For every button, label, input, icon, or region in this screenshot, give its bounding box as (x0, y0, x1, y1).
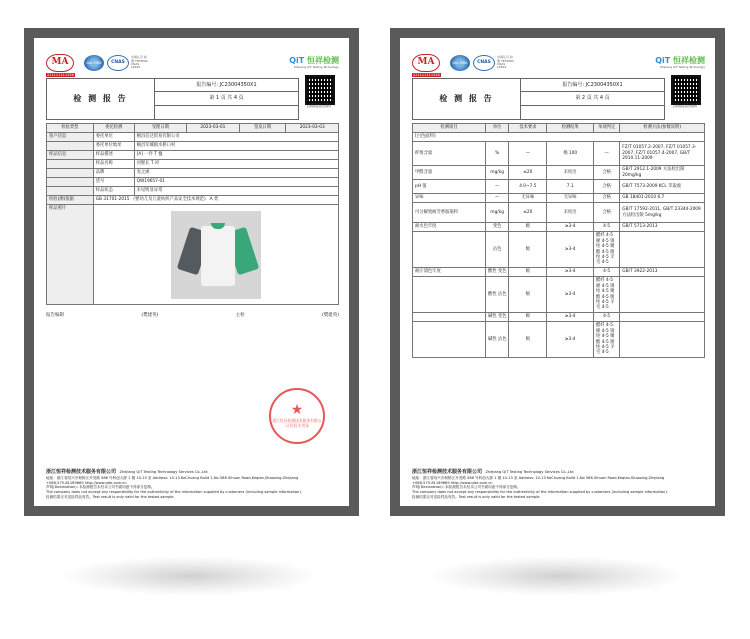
cma-logo: MA (412, 54, 440, 72)
footer-declaration-cn: 声明(Declaration): 本检测报告未经本公司书面同意不得部分复制。 (412, 485, 521, 490)
inspector-label: 主检 (235, 313, 245, 318)
right-report-frame (390, 28, 725, 516)
footer-company-cn: 浙江恒祥检测技术服务有限公司 (46, 469, 117, 476)
header-blank (155, 106, 298, 119)
logo-bar (412, 52, 705, 74)
report-page-2 (400, 38, 715, 506)
brand-sub: Zhejiang QiT Testing Technology (293, 65, 339, 70)
header-blank (521, 106, 664, 119)
footer-company-en: ZheJiang QiT Testing Technology Services Co.,Ltd (119, 470, 208, 475)
table-row: 品牌 宠之涵 (47, 169, 339, 178)
table-row: 异味 — 无异味 无异味 合格 GB 18401-2010 6.7 (413, 194, 705, 203)
footer-address: 地址：浙江省绍兴市柯桥区开发路 586 号科创大厦 1 楼 10-13 室 Address: 10-13 KeChuang Build 1,No 586 Xihuan Road,Keqiao,Shaoxing,Zhejiang (412, 475, 665, 480)
footer-company-cn: 浙江恒祥检测技术服务有限公司 (412, 469, 483, 476)
report-page-1 (34, 38, 349, 506)
cma-logo: MA (46, 54, 74, 72)
table-row: 酸性 沾色 级 ≥3-4 醋纤 4-5 棉 4-5 锦纶 4-5 聚酯 4-5 腈纶 4-5 羊毛 4-5 (413, 277, 705, 313)
stamp-text: 浙江恒祥检测技术服务有限公司 检验专用章 (272, 418, 322, 428)
table-row: 检验(测)依据 GB 31701-2015 《婴幼儿及儿童纺织产品安全技术规范》 A 类 (47, 196, 339, 205)
qr-code (305, 75, 335, 105)
table-row: 样品信息 样品描述 [A] 一件 T 恤 (47, 151, 339, 160)
brand-logo (289, 56, 339, 69)
cnas-logo: CNAS (473, 55, 495, 71)
report-footer (46, 469, 339, 500)
report-title: 检 测 报 告 (47, 79, 155, 119)
table-row: 货号 QW19657-01 (47, 178, 339, 187)
footer-declaration-en: The company does not accept any responsibility for the authenticity of the information supplied by customers (including sample information). (412, 490, 668, 495)
table-row: 碱性 沾色 级 ≥3-4 醋纤 4-5 棉 4-5 锦纶 4-5 聚酯 4-5 腈纶 4-5 羊毛 4-5 (413, 322, 705, 358)
report-header (46, 78, 299, 120)
left-report-frame (24, 28, 359, 516)
table-row: 碱性 变色 级 ≥3-4 4-5 (413, 313, 705, 322)
qr-label: 扫码验证报告真伪 (672, 104, 697, 108)
table-row: 客户信息 委托单位 桐昌信达贸易有限公司 (47, 133, 339, 142)
footer-declaration-cn: 声明(Declaration): 本检测报告未经本公司书面同意不得部分复制。 (46, 485, 155, 490)
cma-number: 221111111326 (47, 73, 74, 77)
report-title: 检 测 报 告 (413, 79, 521, 119)
footer-declaration-en: The company does not accept any responsibility for the authenticity of the information supplied by customers (including sample information). (46, 490, 302, 495)
footer-phone: +086-575-81169669 http://www.qite.com.cn (412, 480, 493, 485)
table-row: 可分解致癌芳香胺染料 mg/kg ≤20 未检出 合格 GB/T 17592-2011, GB/T 23344-2009 方法检出限 5mg/kg (413, 203, 705, 223)
report-header (412, 78, 665, 120)
sample-info-table (46, 123, 339, 305)
report-number: 报告编号: JC23004350X1 (155, 79, 298, 92)
page-info: 第 1 页 共 4 页 (155, 92, 298, 105)
table-row: 纤维含量 % — 棉 100 — FZ/T 01057.2-2007, FZ/T 01057.3-2007, FZ/T 01057.4-2007, GB/T 2910.11-2009 (413, 142, 705, 166)
brand-main-a: QiT (655, 56, 671, 66)
table-row: 耐水色牢度 变色 级 ≥3-4 4-5 GB/T 5713-2013 (413, 223, 705, 232)
shirt-collar (211, 223, 225, 229)
report-number: 报告编号: JC23004350X1 (521, 79, 664, 92)
table-row: 检验类型 委托检测 受理日期 2023-03-01 签发日期 2023-03-03 (47, 124, 339, 133)
cnas-logo: CNAS (107, 55, 129, 71)
table-row: 甲醛含量 mg/kg ≤20 未检出 合格 GB/T 2912.1-2009 方法检出限20mg/kg (413, 166, 705, 180)
cma-number: 221111111326 (413, 73, 440, 77)
page-info: 第 2 页 共 4 页 (521, 92, 664, 105)
table-row: 样品状态 未见明显异常 (47, 187, 339, 196)
sample-photo (171, 211, 261, 299)
footer-address: 地址：浙江省绍兴市柯桥区开发路 586 号科创大厦 1 楼 10-13 室 Address: 10-13 KeChuang Build 1,No 586 Xihuan Road,Keqiao,Shaoxing,Zhejiang (46, 475, 299, 480)
stamp-star-icon: ★ (290, 402, 304, 419)
footer-company-en: ZheJiang QiT Testing Technology Services Co.,Ltd (485, 470, 574, 475)
table-row: pH 值 — 4.0~7.5 7.1 合格 GB/T 7573-2009 KCL 萃取液 (413, 180, 705, 194)
ilac-logo: ilac-MRA (84, 55, 104, 71)
table-row: 样品名称 河狸长 T 衫 (47, 160, 339, 169)
brand-sub: Zhejiang QiT Testing Technology (659, 65, 705, 70)
footer-phone: +086-575-81169669 http://www.qite.com.cn (46, 480, 127, 485)
qr-code (671, 75, 701, 105)
qr-label: 扫码验证报告真伪 (306, 104, 331, 108)
table-header-row: 检测项目 单位 技术要求 检测结果 单项判定 检测方法(参数说明) (413, 124, 705, 133)
shirt-body (201, 226, 235, 286)
table-row: [白色面料] (413, 133, 705, 142)
cnas-text: 中国认可 检测 TESTING CNAS L6593 (131, 55, 148, 70)
right-frame-shadow (428, 556, 688, 596)
signature-row (46, 313, 339, 319)
brand-main-a: QiT (289, 56, 305, 66)
brand-main-b: 恒祥检测 (673, 56, 705, 66)
official-stamp (269, 388, 325, 444)
table-row: 耐汗渍色牢度 酸性 变色 级 ≥3-4 4-5 GB/T 3922-2013 (413, 268, 705, 277)
footer-validity: 检测结果仅对送检样品有效。Test result is only valid for the tested sample. (46, 495, 175, 500)
table-row: 沾色 级 ≥3-4 醋纤 4-5 棉 4-5 锦纶 4-5 聚酯 4-5 腈纶 4-5 羊毛 4-5 (413, 232, 705, 268)
cnas-text: 中国认可 检测 TESTING CNAS L6593 (497, 55, 514, 70)
compiler-name: (樊建英) (141, 313, 159, 318)
logo-bar (46, 52, 339, 74)
report-footer (412, 469, 705, 500)
table-row: 样品照片 (47, 205, 339, 305)
compiler-label: 报告编制 (46, 313, 64, 318)
footer-validity: 检测结果仅对送检样品有效。Test result is only valid for the tested sample. (412, 495, 541, 500)
brand-logo (655, 56, 705, 69)
ilac-logo: ilac-MRA (450, 55, 470, 71)
table-row: 委托单位地址 桐昌军城镇水桥口村 (47, 142, 339, 151)
inspector-name: (樊建英) (321, 313, 339, 318)
test-results-table (412, 123, 705, 358)
brand-main-b: 恒祥检测 (307, 56, 339, 66)
left-frame-shadow (60, 556, 320, 596)
